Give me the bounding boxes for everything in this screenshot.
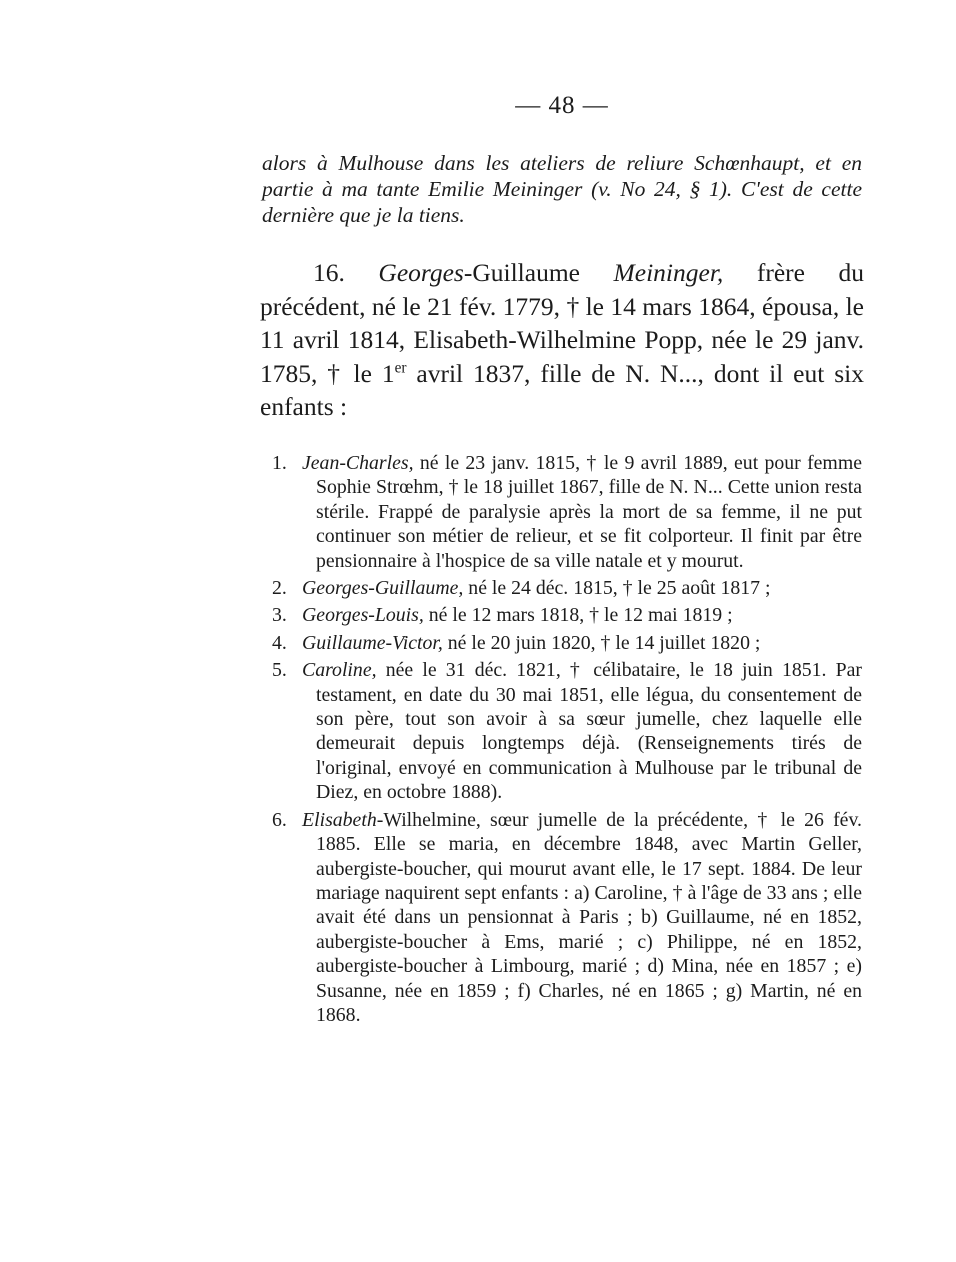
entry-16-given-italic: Georges	[378, 258, 464, 287]
child-name: Caroline,	[302, 659, 377, 682]
entry-16-paragraph	[260, 256, 864, 424]
entry-16-text-a: frère du précédent, né le 21 fév. 1779, † le 14 mars 1864, épousa, le 11 avril 1814, Elisabeth-Wilhelmine Popp, née le 29 janv. 1785, † le 1	[260, 258, 864, 388]
child-text: née le 31 déc. 1821, † célibataire, le 18 juin 1851. Par testament, en date du 30 mai 1851, elle légua, du consentement de son père, tout son avoir à sa sœur jumelle, chez laquelle elle demeurait depuis longtemps déjà. (Renseignements tirés de l'original, envoyé en communication à Mulhouse par le tribunal de Diez, en octobre 1888).	[316, 659, 862, 804]
child-number: 5.	[272, 659, 287, 682]
intro-paragraph: alors à Mulhouse dans les ateliers de reliure Schœnhaupt, et en partie à ma tante Emilie Meininger (v. No 24, § 1). C'est de cette dernière que je la tiens.	[262, 151, 862, 227]
list-item	[272, 576, 862, 600]
entry-16-given-rest: -Guillaume	[463, 258, 580, 287]
child-number: 3.	[272, 604, 287, 627]
list-item	[272, 658, 862, 804]
child-name: Jean-Charles,	[302, 452, 414, 474]
child-text: Wilhelmine, sœur jumelle de la précédente, † le 26 fév. 1885. Elle se maria, en décembre 1848, avec Martin Geller, aubergiste-boucher, qui mourut avant elle, le 17 sept. 1884. De leur mariage naquirent sept enfants : a) Caroline, † à l'âge de 33 ans ; elle avait été dans un pensionnat à Paris ; b) Guillaume, né en 1852, aubergiste-boucher à Ems, marié ; c) Philippe, né en 1852, aubergiste-boucher à Limbourg, marié ; d) Mina, née en 1857 ; e) Susanne, née en 1859 ; f) Charles, né en 1865 ; g) Martin, né en 1868.	[316, 808, 862, 1026]
child-text: né le 24 déc. 1815, † le 25 août 1817 ;	[468, 577, 771, 600]
child-name: Elisabeth-	[302, 808, 384, 831]
child-text: né le 12 mars 1818, † le 12 mai 1819 ;	[428, 604, 733, 627]
child-text: né le 23 janv. 1815, † le 9 avril 1889, eut pour femme Sophie Strœhm, † le 18 juillet 1867, fille de N. N... Cette union resta stérile. Frappé de paralysie après la mort de sa femme, il ne put continuer son métier de relieur, et se fit colporteur. Il finit par être pensionnaire à l'hospice de sa ville natale et y mourut.	[316, 452, 862, 572]
child-number: 4.	[272, 631, 287, 654]
entry-16-sup: er	[394, 359, 407, 376]
entry-16-text-b: avril 1837, fille de N. N..., dont il eut six enfants :	[260, 358, 865, 421]
child-number: 1.	[272, 452, 287, 474]
list-item	[272, 631, 862, 655]
list-item	[272, 451, 862, 573]
entry-16-number: 16.	[313, 258, 345, 287]
entry-16	[260, 256, 864, 424]
entry-16-surname: Meininger,	[613, 258, 724, 287]
page-number: — 48 —	[515, 92, 609, 119]
child-name: Guillaume-Victor,	[302, 631, 443, 654]
child-number: 2.	[272, 577, 287, 600]
list-item	[272, 808, 862, 1028]
list-item	[272, 603, 862, 627]
child-number: 6.	[272, 808, 287, 831]
child-name: Georges-Guillaume,	[302, 577, 464, 600]
child-text: né le 20 juin 1820, † le 14 juillet 1820 ;	[447, 631, 761, 654]
children-list	[272, 451, 862, 1027]
child-name: Georges-Louis,	[302, 604, 424, 627]
